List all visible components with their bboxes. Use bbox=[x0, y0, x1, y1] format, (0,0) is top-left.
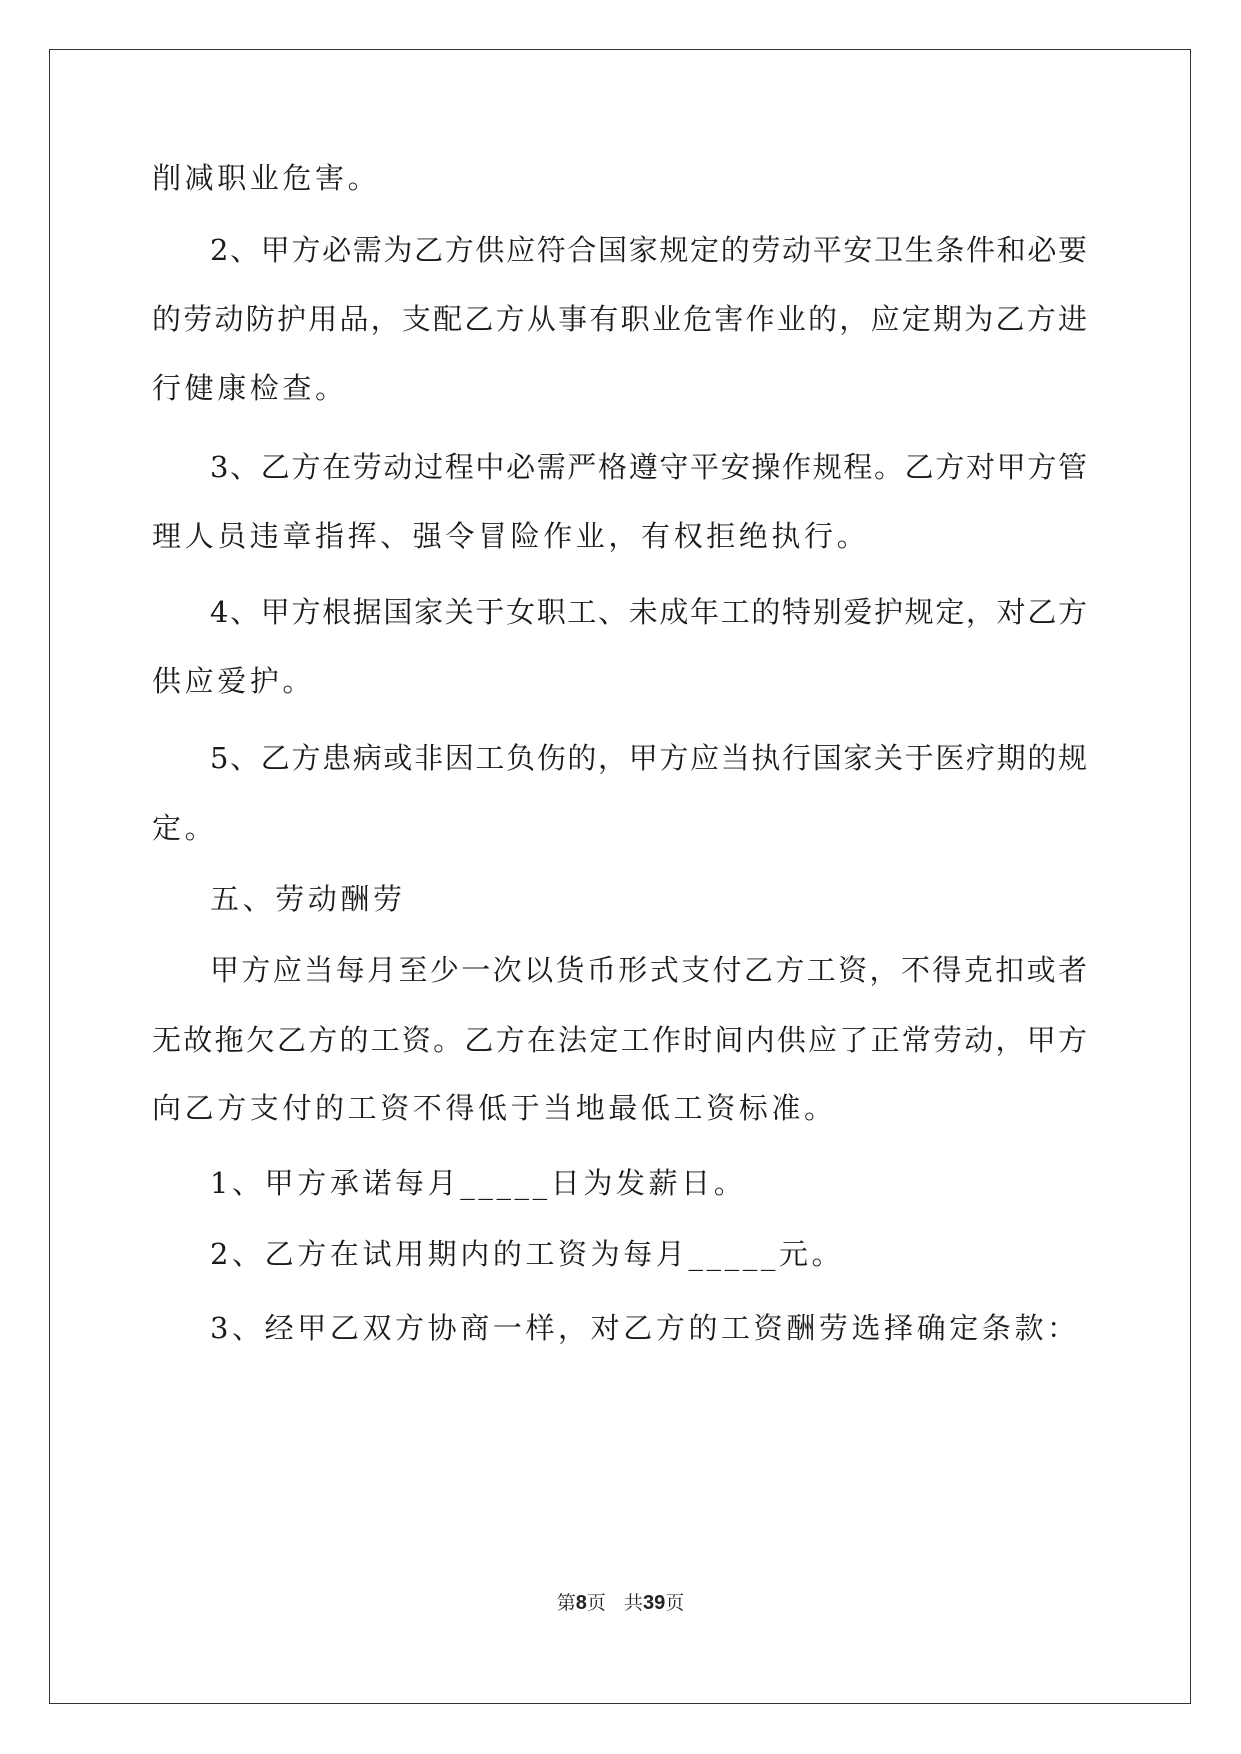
paragraph-line: 3、乙方在劳动过程中必需严格遵守平安操作规程。乙方对甲方管 bbox=[210, 450, 1087, 484]
paragraph-line: 甲方应当每月至少一次以货币形式支付乙方工资，不得克扣或者 bbox=[210, 953, 1087, 987]
paragraph-line: 的劳动防护用品，支配乙方从事有职业危害作业的，应定期为乙方进 bbox=[152, 302, 1087, 336]
page-border bbox=[49, 49, 1191, 1704]
section-heading: 五、劳动酬劳 bbox=[210, 882, 406, 916]
paragraph-line: 削减职业危害。 bbox=[152, 161, 381, 195]
paragraph-line: 行健康检查。 bbox=[152, 371, 348, 405]
page-suffix: 页 bbox=[586, 1592, 606, 1614]
paragraph-line: 定。 bbox=[152, 811, 218, 845]
paragraph-line: 2、乙方在试用期内的工资为每月_____元。 bbox=[210, 1237, 845, 1271]
total-prefix: 共 bbox=[624, 1592, 644, 1614]
paragraph-line: 供应爱护。 bbox=[152, 664, 316, 698]
paragraph-line: 1、甲方承诺每月_____日为发薪日。 bbox=[210, 1166, 747, 1200]
page-prefix: 第 bbox=[556, 1592, 576, 1614]
total-suffix: 页 bbox=[665, 1592, 685, 1614]
paragraph-line: 向乙方支付的工资不得低于当地最低工资标准。 bbox=[152, 1091, 837, 1125]
total-pages: 39 bbox=[643, 1592, 666, 1614]
paragraph-line: 2、甲方必需为乙方供应符合国家规定的劳动平安卫生条件和必要 bbox=[210, 233, 1087, 267]
paragraph-line: 5、乙方患病或非因工负伤的，甲方应当执行国家关于医疗期的规 bbox=[210, 741, 1087, 775]
page-number: 8 bbox=[575, 1592, 587, 1614]
paragraph-line: 理人员违章指挥、强令冒险作业，有权拒绝执行。 bbox=[152, 519, 870, 553]
paragraph-line: 3、经甲乙双方协商一样，对乙方的工资酬劳选择确定条款： bbox=[210, 1311, 1080, 1345]
paragraph-line: 4、甲方根据国家关于女职工、未成年工的特别爱护规定，对乙方 bbox=[210, 595, 1087, 629]
paragraph-line: 无故拖欠乙方的工资。乙方在法定工作时间内供应了正常劳动，甲方 bbox=[152, 1023, 1087, 1057]
page-footer bbox=[0, 1588, 1241, 1618]
